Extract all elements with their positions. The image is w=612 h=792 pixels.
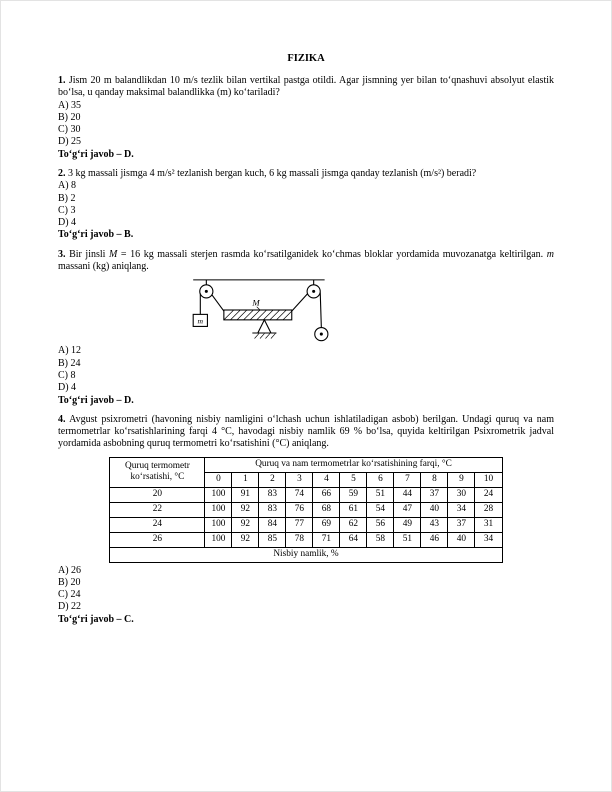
question-3-body-p3: massani (kg) aniqlang. — [58, 261, 149, 273]
question-3-number: 3. — [58, 248, 66, 260]
mass-label: m — [197, 317, 204, 327]
humidity-value: 77 — [286, 517, 313, 532]
table-top-header: Quruq va nam termometrlar ko‘rsatishining farqi, °C — [205, 457, 502, 472]
question-1-correct-answer: To‘g‘ri javob – D. — [58, 148, 134, 160]
diff-col-5: 5 — [340, 472, 367, 487]
humidity-value: 47 — [394, 502, 421, 517]
question-4-option-a: A) 26 — [58, 564, 82, 576]
humidity-value: 66 — [313, 487, 340, 502]
humidity-value: 40 — [448, 532, 475, 547]
question-2-option-d: D) 4 — [58, 217, 77, 229]
table-row-26 — [110, 532, 502, 547]
humidity-value: 92 — [232, 502, 259, 517]
humidity-value: 37 — [421, 487, 448, 502]
fulcrum-icon — [258, 320, 271, 333]
question-3-figure — [191, 277, 554, 343]
humidity-value: 92 — [232, 532, 259, 547]
question-1-text — [58, 75, 554, 100]
humidity-value: 44 — [394, 487, 421, 502]
question-4-text — [58, 414, 554, 451]
diff-col-8: 8 — [421, 472, 448, 487]
humidity-value: 24 — [475, 487, 502, 502]
humidity-value: 30 — [448, 487, 475, 502]
humidity-value: 40 — [421, 502, 448, 517]
humidity-value: 74 — [286, 487, 313, 502]
table-header-row — [110, 457, 502, 472]
question-2-option-c: C) 3 — [58, 204, 76, 216]
humidity-value: 37 — [448, 517, 475, 532]
question-2 — [58, 168, 554, 242]
diff-col-6: 6 — [367, 472, 394, 487]
humidity-value: 92 — [232, 517, 259, 532]
humidity-value: 62 — [340, 517, 367, 532]
humidity-value: 49 — [394, 517, 421, 532]
humidity-value: 83 — [259, 502, 286, 517]
diff-col-7: 7 — [394, 472, 421, 487]
diff-col-10: 10 — [475, 472, 502, 487]
humidity-value: 51 — [367, 487, 394, 502]
humidity-value: 69 — [313, 517, 340, 532]
humidity-value: 64 — [340, 532, 367, 547]
humidity-value: 54 — [367, 502, 394, 517]
pulley-diagram — [191, 277, 329, 343]
diff-col-2: 2 — [259, 472, 286, 487]
humidity-value: 76 — [286, 502, 313, 517]
humidity-value: 56 — [367, 517, 394, 532]
humidity-value: 51 — [394, 532, 421, 547]
humidity-value: 78 — [286, 532, 313, 547]
question-3 — [58, 249, 554, 407]
question-2-option-b: B) 2 — [58, 192, 76, 204]
question-4-option-b: B) 20 — [58, 576, 81, 588]
question-3-option-b: B) 24 — [58, 357, 81, 369]
question-3-correct-answer: To‘g‘ri javob – D. — [58, 394, 134, 406]
question-4-option-c: C) 24 — [58, 589, 81, 601]
question-3-option-d: D) 4 — [58, 382, 77, 394]
question-3-body-p1: Bir jinsli — [69, 248, 109, 260]
humidity-value: 28 — [475, 502, 502, 517]
humidity-value: 46 — [421, 532, 448, 547]
table-footer-row — [110, 547, 502, 562]
question-1-option-a: A) 35 — [58, 99, 82, 111]
humidity-value: 84 — [259, 517, 286, 532]
question-4 — [58, 414, 554, 626]
dry-temp-label: 20 — [110, 487, 205, 502]
table-row-22 — [110, 502, 502, 517]
humidity-value: 100 — [205, 517, 232, 532]
question-3-body-p2: = 16 kg massali sterjen rasmda ko‘rsatilganidek ko‘chmas bloklar yordamida muvozanatga keltirilgan. — [117, 248, 547, 260]
question-4-number: 4. — [58, 413, 66, 425]
question-4-correct-answer: To‘g‘ri javob – C. — [58, 613, 134, 625]
question-1-option-d: D) 25 — [58, 136, 82, 148]
table-row-20 — [110, 487, 502, 502]
dry-temp-label: 26 — [110, 532, 205, 547]
humidity-value: 59 — [340, 487, 367, 502]
question-1-number: 1. — [58, 74, 66, 86]
rod-label: M — [252, 297, 260, 308]
humidity-value: 71 — [313, 532, 340, 547]
diff-col-0: 0 — [205, 472, 232, 487]
humidity-value: 100 — [205, 502, 232, 517]
question-3-text — [58, 249, 554, 274]
document-title: FIZIKA — [287, 53, 325, 64]
humidity-value: 91 — [232, 487, 259, 502]
humidity-value: 85 — [259, 532, 286, 547]
question-1-option-c: C) 30 — [58, 124, 81, 136]
humidity-value: 58 — [367, 532, 394, 547]
diff-col-1: 1 — [232, 472, 259, 487]
humidity-value: 34 — [448, 502, 475, 517]
diff-col-3: 3 — [286, 472, 313, 487]
question-1-body: Jism 20 m balandlikdan 10 m/s tezlik bilan vertikal pastga otildi. Agar jismning yer bilan to‘qnashuvi absolyut elastik bo‘lsa, u qanday maksimal balandlikka (m) ko‘tariladi? — [58, 74, 555, 99]
question-3-option-c: C) 8 — [58, 369, 76, 381]
question-1 — [58, 75, 554, 161]
humidity-value: 43 — [421, 517, 448, 532]
table-corner-header: Quruq termometr ko‘rsatishi, °C — [110, 457, 205, 487]
humidity-value: 100 — [205, 487, 232, 502]
psychrometric-table — [109, 457, 502, 563]
question-2-number: 2. — [58, 167, 66, 179]
humidity-value: 100 — [205, 532, 232, 547]
humidity-value: 34 — [475, 532, 502, 547]
table-footer: Nisbiy namlik, % — [110, 547, 502, 562]
question-2-option-a: A) 8 — [58, 180, 77, 192]
humidity-value: 61 — [340, 502, 367, 517]
diff-col-9: 9 — [448, 472, 475, 487]
question-2-body: 3 kg massali jismga 4 m/s² tezlanish bergan kuch, 6 kg massali jismga qanday tezlanish (m/s²) beradi? — [68, 167, 477, 179]
humidity-value: 83 — [259, 487, 286, 502]
dry-temp-label: 24 — [110, 517, 205, 532]
question-3-option-a: A) 12 — [58, 345, 82, 357]
question-4-body: Avgust psixrometri (havoning nisbiy namligini o‘lchash uchun ishlatiladigan asbob) berilgan. Undagi quruq va nam termometrlar ko‘rsatishlarining farqi 4 °C, havodagi nisbiy namlik 69 % bo‘lsa, quyida keltirilgan Psixrometrik jadval yordamida asbobning quruq termometri ko‘rsatishini (°C) aniqlang. — [58, 413, 554, 450]
humidity-value: 68 — [313, 502, 340, 517]
question-4-option-d: D) 22 — [58, 601, 82, 613]
question-1-option-b: B) 20 — [58, 111, 81, 123]
table-row-24 — [110, 517, 502, 532]
question-2-correct-answer: To‘g‘ri javob – B. — [58, 229, 134, 241]
diff-col-4: 4 — [313, 472, 340, 487]
variable-m: m — [546, 248, 554, 260]
question-2-text — [58, 168, 554, 180]
variable-M: M — [109, 248, 118, 260]
dry-temp-label: 22 — [110, 502, 205, 517]
humidity-value: 31 — [475, 517, 502, 532]
